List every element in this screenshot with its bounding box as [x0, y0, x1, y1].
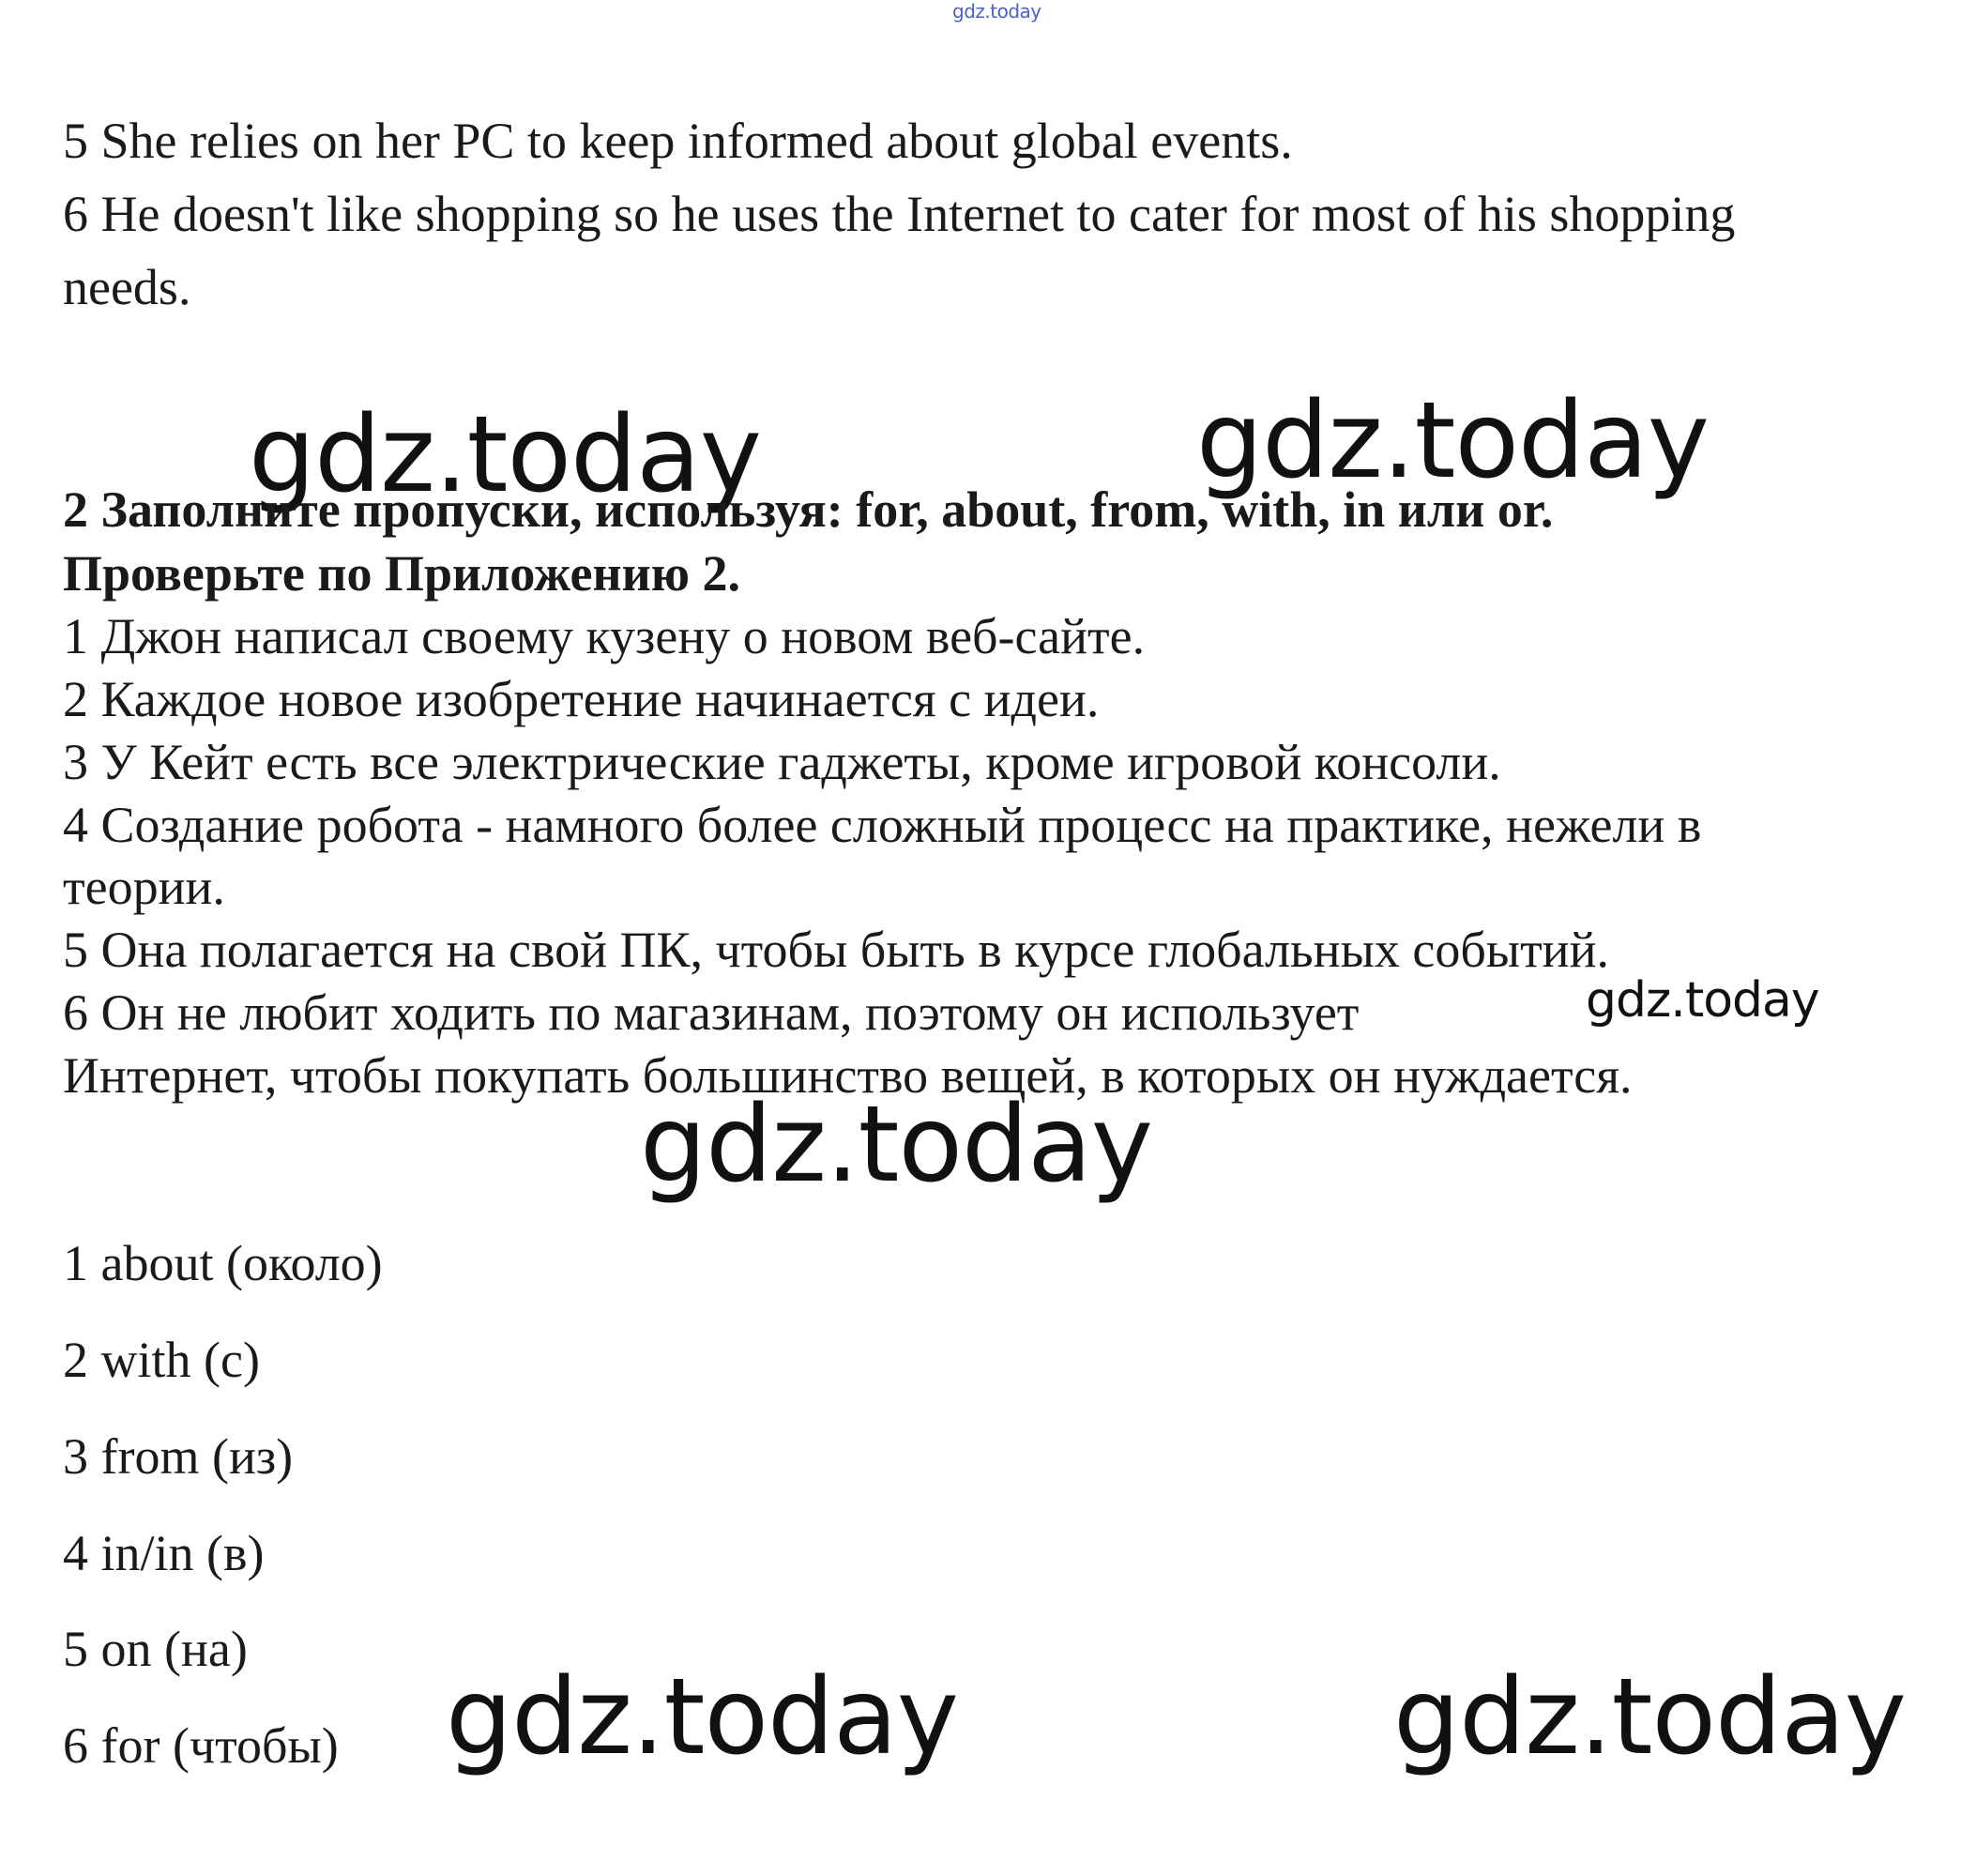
task-sentence-6-cont: Интернет, чтобы покупать большинство вещей, в которых он нуждается.	[63, 1047, 1633, 1104]
watermark-2: gdz.today	[1196, 380, 1710, 502]
task-sentence-2: 2 Каждое новое изобретение начинается с идеи.	[63, 671, 1100, 727]
top-watermark: gdz.today	[952, 0, 1041, 23]
task-title-line2: Проверьте по Приложению 2.	[63, 545, 740, 602]
task-sentence-5: 5 Она полагается на свой ПК, чтобы быть в курсе глобальных событий.	[63, 922, 1609, 978]
task-title-line1: 2 Заполните пропуски, используя: for, about, from, with, in или or.	[63, 481, 1554, 538]
previous-line-2: 6 He doesn't like shopping so he uses the Internet to cater for most of his shopping	[63, 186, 1736, 242]
watermark-1: gdz.today	[249, 394, 762, 516]
answer-6: 6 for (чтобы)	[63, 1717, 339, 1774]
task-sentence-6: 6 Он не любит ходить по магазинам, поэтому он использует	[63, 984, 1360, 1041]
watermark-3: gdz.today	[1586, 972, 1819, 1029]
answer-4: 4 in/in (в)	[63, 1525, 265, 1581]
previous-line-1: 5 She relies on her PC to keep informed about global events.	[63, 113, 1293, 169]
answer-3: 3 from (из)	[63, 1428, 294, 1485]
watermark-5: gdz.today	[446, 1656, 959, 1778]
previous-line-3: needs.	[63, 259, 191, 315]
watermark-4: gdz.today	[640, 1084, 1153, 1206]
task-sentence-1: 1 Джон написал своему кузену о новом веб-сайте.	[63, 608, 1146, 664]
task-sentence-4-cont: теории.	[63, 859, 225, 915]
answer-5: 5 on (на)	[63, 1621, 248, 1677]
answer-2: 2 with (с)	[63, 1332, 260, 1388]
answer-1: 1 about (около)	[63, 1235, 383, 1291]
task-sentence-3: 3 У Кейт есть все электрические гаджеты, кроме игровой консоли.	[63, 734, 1501, 790]
watermark-6: gdz.today	[1393, 1656, 1907, 1778]
task-sentence-4: 4 Создание робота - намного более сложный процесс на практике, нежели в	[63, 797, 1702, 853]
